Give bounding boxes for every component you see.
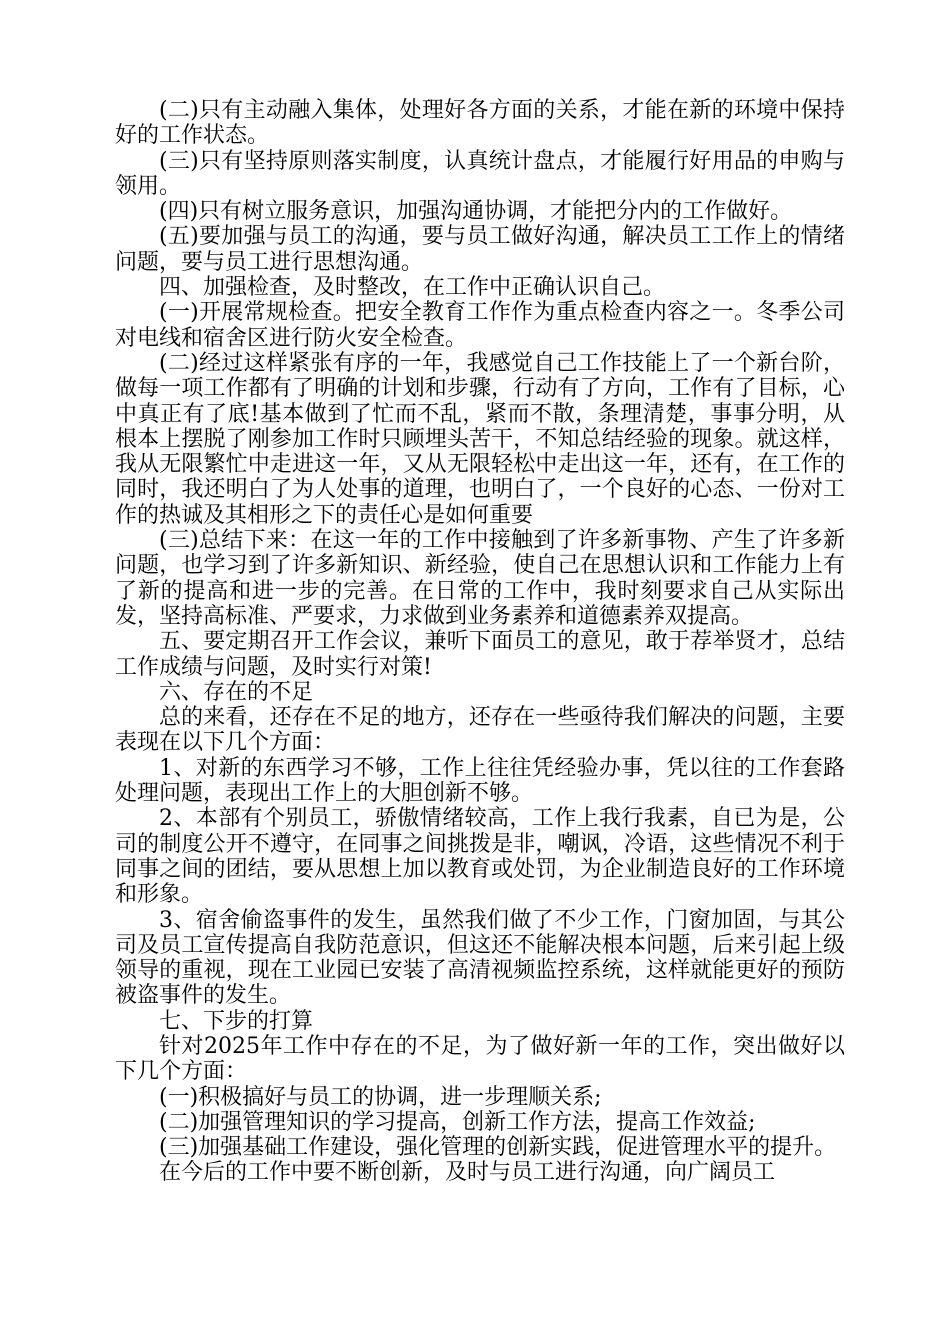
paragraph: 1、对新的东西学习不够，工作上往往凭经验办事，凭以往的工作套路处理问题，表现出工作上的大胆创新不够。 [115, 755, 845, 807]
paragraph: (三)加强基础工作建设，强化管理的创新实践，促进管理水平的提升。 [159, 1135, 837, 1161]
paragraph: 在今后的工作中要不断创新，及时与员工进行沟通，向广阔员工 [159, 1160, 776, 1186]
document-body [115, 98, 845, 1186]
paragraph: 2、本部有个别员工，骄傲情绪较高，工作上我行我素，自已为是，公司的制度公开不遵守，在同事之间挑拨是非，嘲讽，冷语，这些情况不利于同事之间的团结，要从思想上加以教育或处罚，为企业制造良好的工作环境和形象。 [115, 806, 845, 908]
paragraph: (三)总结下来：在这一年的工作中接触到了许多新事物、产生了许多新问题，也学习到了许多新知识、新经验，使自己在思想认识和工作能力上有了新的提高和进一步的完善。在日常的工作中，我时刻要求自己从实际出发，坚持高标准、严要求，力求做到业务素养和道德素养双提高。 [115, 528, 845, 629]
paragraph: (五)要加强与员工的沟通，要与员工做好沟通，解决员工工作上的情绪问题，要与员工进行思想沟通。 [115, 224, 845, 275]
paragraph: (二)经过这样紧张有序的一年，我感觉自己工作技能上了一个新台阶，做每一项工作都有了明确的计划和步骤，行动有了方向，工作有了目标，心中真正有了底!基本做到了忙而不乱，紧而不散，条理清楚，事事分明，从根本上摆脱了刚参加工作时只顾埋头苦干，不知总结经验的现象。就这样，我从无限繁忙中走进这一年，又从无限轻松中走出这一年，还有，在工作的同时，我还明白了为人处事的道理，也明白了，一个良好的心态、一份对工作的热诚及其相形之下的责任心是如何重要 [115, 350, 845, 528]
paragraph: (二)加强管理知识的学习提高，创新工作方法，提高工作效益; [159, 1109, 756, 1135]
section-heading: 五、要定期召开工作会议，兼听下面员工的意见，敢于荐举贤才，总结工作成绩与问题，及时实行对策! [115, 629, 845, 680]
paragraph: (三)只有坚持原则落实制度，认真统计盘点，才能履行好用品的申购与领用。 [115, 148, 845, 199]
paragraph: (一)开展常规检查。把安全教育工作作为重点检查内容之一。冬季公司对电线和宿舍区进行防火安全检查。 [115, 300, 845, 351]
section-heading: 四、加强检查，及时整改，在工作中正确认识自己。 [159, 275, 666, 301]
paragraph: (二)只有主动融入集体，处理好各方面的关系，才能在新的环境中保持好的工作状态。 [115, 98, 845, 149]
section-heading: 七、下步的打算 [159, 1008, 314, 1034]
paragraph: 3、宿舍偷盗事件的发生，虽然我们做了不少工作，门窗加固，与其公司及员工宣传提高自我防范意识，但这还不能解决根本问题，后来引起上级领导的重视，现在工业园已安装了高清视频监控系统，这样就能更好的预防被盗事件的发生。 [115, 907, 845, 1009]
paragraph: 针对2025年工作中存在的不足，为了做好新一年的工作，突出做好以下几个方面： [115, 1033, 845, 1085]
paragraph: 总的来看，还存在不足的地方，还存在一些亟待我们解决的问题，主要表现在以下几个方面： [115, 705, 845, 756]
paragraph: (四)只有树立服务意识，加强沟通协调，才能把分内的工作做好。 [159, 199, 793, 225]
paragraph: (一)积极搞好与员工的协调，进一步理顺关系; [159, 1084, 602, 1110]
section-heading: 六、存在的不足 [159, 679, 314, 705]
